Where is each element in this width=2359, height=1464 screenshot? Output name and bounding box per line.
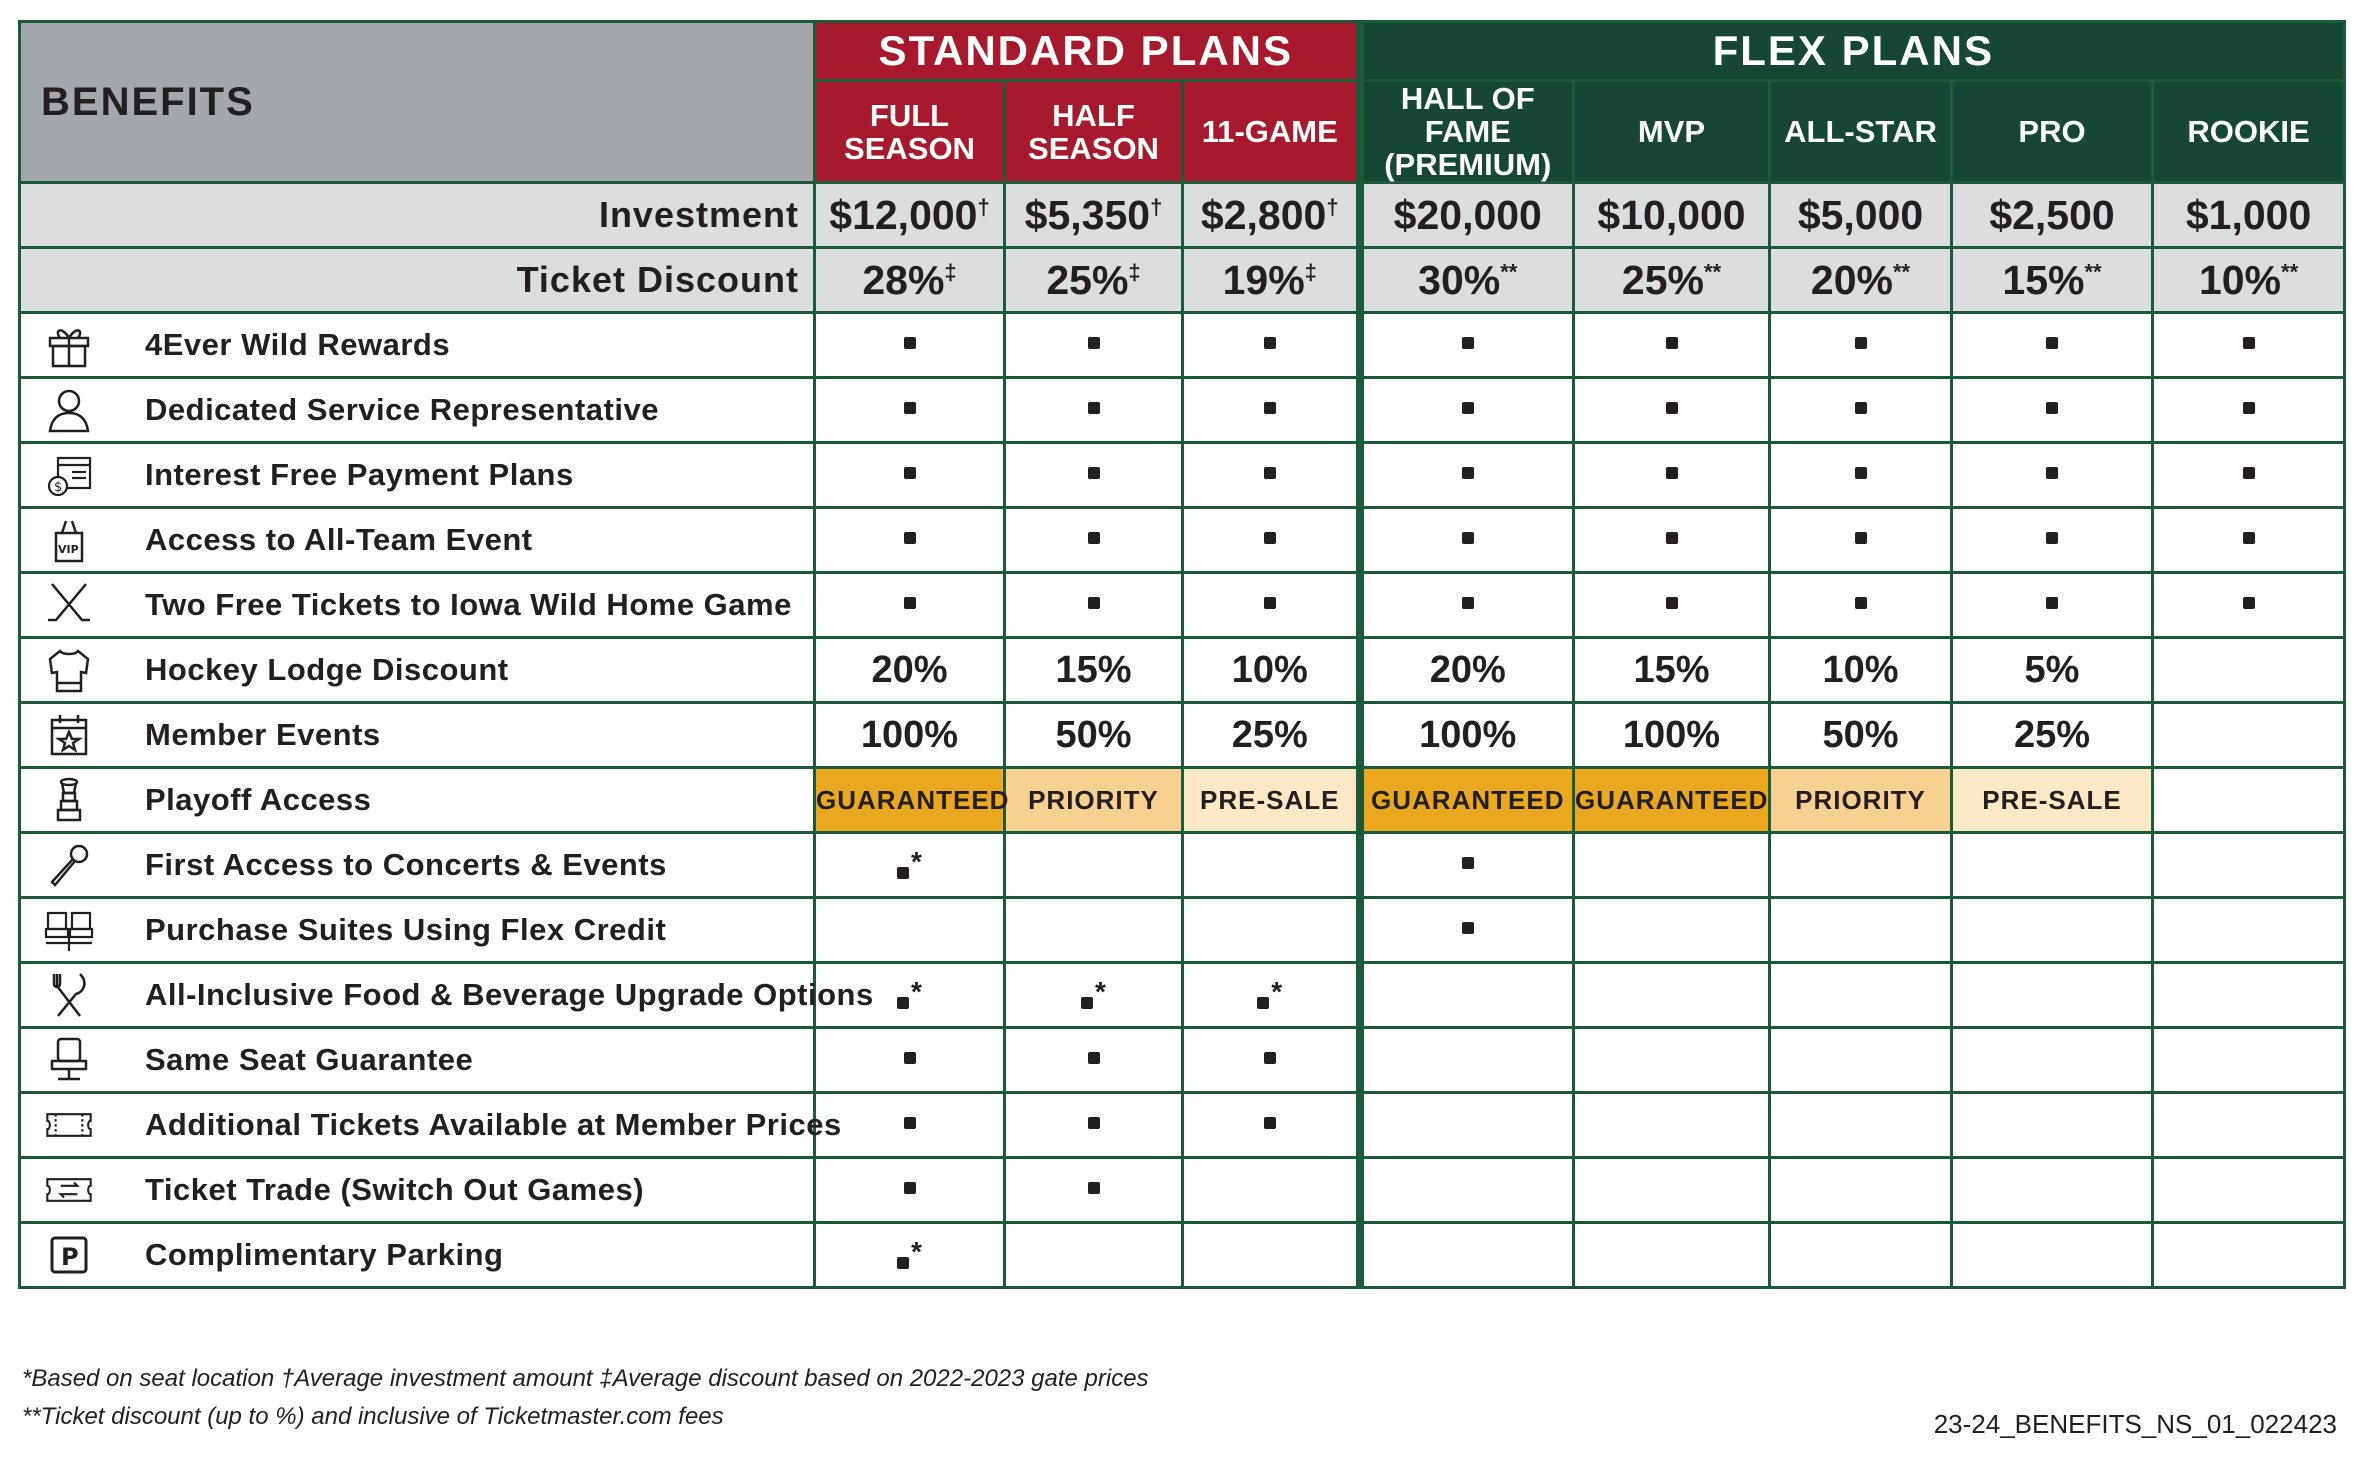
included-dot xyxy=(1462,467,1474,479)
benefit-cell-all-star: 50% xyxy=(1770,703,1952,768)
included-dot xyxy=(897,1257,909,1269)
benefit-row xyxy=(20,1158,2345,1223)
plan-header-mvp: MVP xyxy=(1574,81,1770,183)
benefit-cell-half-season xyxy=(1005,313,1183,378)
benefit-cell-mvp xyxy=(1574,508,1770,573)
plan-header-half-season: HALF SEASON xyxy=(1005,81,1183,183)
included-dot xyxy=(2243,337,2255,349)
plan-header-rookie: ROOKIE xyxy=(2153,81,2345,183)
footnote-star: * xyxy=(1095,976,1106,1007)
benefit-cell-full-season xyxy=(815,1028,1005,1093)
benefit-cell-pro xyxy=(1952,963,2153,1028)
benefit-cell-11-game xyxy=(1183,508,1360,573)
benefit-cell-half-season xyxy=(1005,1223,1183,1288)
jersey-icon xyxy=(39,645,99,695)
benefit-cell-half-season xyxy=(1005,898,1183,963)
benefit-label: Additional Tickets Available at Member Prices xyxy=(145,1107,842,1142)
ticket-discount-all-star: 20%** xyxy=(1770,248,1952,313)
included-dot xyxy=(1462,532,1474,544)
benefit-cell-11-game xyxy=(1183,1093,1360,1158)
included-dot xyxy=(1088,597,1100,609)
investment-hall-of-fame: $20,000 xyxy=(1360,183,1574,248)
benefit-cell-full-season xyxy=(815,833,1005,898)
benefit-cell-hall-of-fame xyxy=(1360,508,1574,573)
investment-all-star: $5,000 xyxy=(1770,183,1952,248)
included-dot xyxy=(1462,922,1474,934)
vip-pass-icon xyxy=(39,515,99,565)
benefit-cell-hall-of-fame xyxy=(1360,573,1574,638)
benefit-cell-mvp xyxy=(1574,1158,1770,1223)
included-dot xyxy=(1088,1182,1100,1194)
benefit-cell-hall-of-fame: 20% xyxy=(1360,638,1574,703)
included-dot xyxy=(904,337,916,349)
included-dot xyxy=(1088,467,1100,479)
suite-seats-icon xyxy=(39,905,99,955)
benefit-cell-pro xyxy=(1952,1158,2153,1223)
included-dot xyxy=(1264,1117,1276,1129)
ticket-discount-label: Ticket Discount xyxy=(20,248,815,313)
included-dot xyxy=(1666,337,1678,349)
ticket-discount-hall-of-fame: 30%** xyxy=(1360,248,1574,313)
benefit-cell-full-season xyxy=(815,1093,1005,1158)
benefit-cell-pro xyxy=(1952,313,2153,378)
benefit-row xyxy=(20,963,2345,1028)
benefit-cell-all-star xyxy=(1770,378,1952,443)
included-dot xyxy=(897,867,909,879)
benefit-cell-11-game xyxy=(1183,898,1360,963)
benefit-cell-half-season xyxy=(1005,573,1183,638)
benefit-cell-rookie xyxy=(2153,963,2345,1028)
benefit-cell-11-game xyxy=(1183,313,1360,378)
benefit-cell-rookie xyxy=(2153,1093,2345,1158)
included-dot xyxy=(2243,467,2255,479)
benefit-cell-pro xyxy=(1952,508,2153,573)
benefit-label-cell xyxy=(20,963,874,1028)
benefit-cell-hall-of-fame xyxy=(1360,1093,1574,1158)
benefit-cell-full-season xyxy=(815,378,1005,443)
footnote-star: * xyxy=(911,846,922,877)
benefit-cell-mvp xyxy=(1574,898,1770,963)
benefit-row xyxy=(20,768,2345,833)
benefit-cell-all-star xyxy=(1770,1223,1952,1288)
benefit-cell-11-game xyxy=(1183,378,1360,443)
benefit-label: Same Seat Guarantee xyxy=(145,1042,474,1077)
benefit-row xyxy=(20,573,2345,638)
benefit-cell-half-season xyxy=(1005,443,1183,508)
benefit-cell-pro xyxy=(1952,573,2153,638)
benefit-cell-11-game: 25% xyxy=(1183,703,1360,768)
plan-header-hall-of-fame: HALL OF FAME (PREMIUM) xyxy=(1360,81,1574,183)
included-dot xyxy=(1264,532,1276,544)
benefit-cell-hall-of-fame: GUARANTEED xyxy=(1360,768,1574,833)
benefit-cell-full-season xyxy=(815,443,1005,508)
included-dot xyxy=(1088,402,1100,414)
benefit-cell-half-season: PRIORITY xyxy=(1005,768,1183,833)
fork-knife-icon xyxy=(39,970,99,1020)
benefit-cell-full-season xyxy=(815,1223,1005,1288)
benefit-row xyxy=(20,313,2345,378)
footnote-star: * xyxy=(911,1236,922,1267)
benefit-cell-rookie xyxy=(2153,1158,2345,1223)
ticket-swap-icon xyxy=(39,1165,99,1215)
included-dot xyxy=(2046,532,2058,544)
hockey-sticks-icon xyxy=(39,580,99,630)
ticket-discount-half-season: 25%‡ xyxy=(1005,248,1183,313)
benefit-cell-rookie xyxy=(2153,573,2345,638)
benefit-cell-all-star xyxy=(1770,443,1952,508)
benefit-cell-rookie xyxy=(2153,833,2345,898)
benefit-label-cell xyxy=(20,833,815,898)
included-dot xyxy=(2243,532,2255,544)
benefit-cell-half-season xyxy=(1005,1158,1183,1223)
plan-header-full-season: FULL SEASON xyxy=(815,81,1005,183)
included-dot xyxy=(2046,467,2058,479)
benefit-cell-rookie xyxy=(2153,1028,2345,1093)
gift-icon xyxy=(39,320,99,370)
benefit-cell-all-star xyxy=(1770,1093,1952,1158)
standard-plans-header: STANDARD PLANS xyxy=(815,22,1360,81)
included-dot xyxy=(904,467,916,479)
benefit-cell-all-star xyxy=(1770,1158,1952,1223)
benefit-cell-half-season xyxy=(1005,1028,1183,1093)
benefit-cell-all-star: PRIORITY xyxy=(1770,768,1952,833)
benefit-cell-mvp xyxy=(1574,1093,1770,1158)
benefit-label: Interest Free Payment Plans xyxy=(145,457,574,492)
benefit-cell-mvp xyxy=(1574,573,1770,638)
included-dot xyxy=(1462,857,1474,869)
included-dot xyxy=(1264,1052,1276,1064)
benefit-cell-11-game: 10% xyxy=(1183,638,1360,703)
benefit-cell-hall-of-fame xyxy=(1360,898,1574,963)
benefit-cell-pro: PRE-SALE xyxy=(1952,768,2153,833)
included-dot xyxy=(1855,337,1867,349)
benefit-label-cell xyxy=(20,443,815,508)
ticket-icon xyxy=(39,1100,99,1150)
included-dot xyxy=(2243,402,2255,414)
benefit-cell-hall-of-fame xyxy=(1360,1158,1574,1223)
included-dot xyxy=(2046,402,2058,414)
benefit-cell-full-season: 100% xyxy=(815,703,1005,768)
benefit-cell-half-season xyxy=(1005,1093,1183,1158)
benefit-label-cell xyxy=(20,1093,842,1158)
investment-rookie: $1,000 xyxy=(2153,183,2345,248)
benefit-cell-mvp: 15% xyxy=(1574,638,1770,703)
benefit-cell-full-season: 20% xyxy=(815,638,1005,703)
included-dot xyxy=(1666,402,1678,414)
benefit-cell-11-game xyxy=(1183,1028,1360,1093)
benefit-cell-hall-of-fame xyxy=(1360,963,1574,1028)
svg-text:$: $ xyxy=(54,480,63,495)
benefit-cell-pro xyxy=(1952,1028,2153,1093)
benefit-label-cell xyxy=(20,313,815,378)
benefit-row xyxy=(20,703,2345,768)
svg-text:VIP: VIP xyxy=(58,543,79,556)
benefit-cell-full-season xyxy=(815,508,1005,573)
benefit-row xyxy=(20,378,2345,443)
benefit-row xyxy=(20,1223,2345,1288)
benefit-cell-hall-of-fame: 100% xyxy=(1360,703,1574,768)
benefit-cell-half-season xyxy=(1005,508,1183,573)
benefit-label-cell xyxy=(20,508,815,573)
benefit-label-cell xyxy=(20,573,815,638)
included-dot xyxy=(1462,337,1474,349)
benefit-cell-half-season: 15% xyxy=(1005,638,1183,703)
benefit-cell-full-season xyxy=(815,313,1005,378)
benefit-cell-hall-of-fame xyxy=(1360,313,1574,378)
benefit-row xyxy=(20,1093,2345,1158)
included-dot xyxy=(904,1117,916,1129)
benefit-label-cell xyxy=(20,768,815,833)
benefit-cell-11-game: PRE-SALE xyxy=(1183,768,1360,833)
included-dot xyxy=(1088,337,1100,349)
ticket-discount-full-season: 28%‡ xyxy=(815,248,1005,313)
benefit-cell-full-season xyxy=(815,1158,1005,1223)
included-dot xyxy=(2046,337,2058,349)
benefit-label: Ticket Trade (Switch Out Games) xyxy=(145,1172,645,1207)
svg-text:P: P xyxy=(61,1243,79,1271)
benefit-row xyxy=(20,898,2345,963)
benefit-cell-11-game xyxy=(1183,443,1360,508)
benefit-cell-rookie xyxy=(2153,378,2345,443)
benefit-cell-mvp xyxy=(1574,378,1770,443)
included-dot xyxy=(1081,997,1093,1009)
benefit-label-cell xyxy=(20,378,815,443)
included-dot xyxy=(1855,532,1867,544)
included-dot xyxy=(1666,597,1678,609)
benefit-cell-11-game xyxy=(1183,1223,1360,1288)
included-dot xyxy=(1855,597,1867,609)
benefit-cell-all-star xyxy=(1770,833,1952,898)
flex-plans-header: FLEX PLANS xyxy=(1360,22,2345,81)
included-dot xyxy=(904,597,916,609)
benefit-cell-mvp xyxy=(1574,963,1770,1028)
benefit-cell-hall-of-fame xyxy=(1360,833,1574,898)
benefit-cell-rookie xyxy=(2153,443,2345,508)
benefit-cell-all-star xyxy=(1770,508,1952,573)
benefit-label: All-Inclusive Food & Beverage Upgrade Options xyxy=(145,977,874,1012)
benefit-row xyxy=(20,443,2345,508)
benefit-cell-pro: 25% xyxy=(1952,703,2153,768)
benefit-cell-mvp xyxy=(1574,313,1770,378)
included-dot xyxy=(1088,1117,1100,1129)
benefit-row xyxy=(20,638,2345,703)
benefit-cell-half-season xyxy=(1005,963,1183,1028)
benefit-label: Member Events xyxy=(145,717,381,752)
benefit-cell-pro xyxy=(1952,378,2153,443)
included-dot xyxy=(2046,597,2058,609)
benefit-cell-11-game xyxy=(1183,1158,1360,1223)
footnote-line-2: **Ticket discount (up to %) and inclusive of Ticketmaster.com fees xyxy=(22,1403,724,1430)
benefit-label: Access to All-Team Event xyxy=(145,522,533,557)
benefit-cell-mvp: 100% xyxy=(1574,703,1770,768)
included-dot xyxy=(1855,402,1867,414)
investment-11-game: $2,800† xyxy=(1183,183,1360,248)
benefit-label-cell xyxy=(20,1223,815,1288)
benefit-cell-pro xyxy=(1952,833,2153,898)
footnotes xyxy=(22,1360,1149,1436)
benefit-cell-rookie xyxy=(2153,898,2345,963)
benefit-label: Playoff Access xyxy=(145,782,372,817)
benefit-label: 4Ever Wild Rewards xyxy=(145,327,451,362)
benefit-cell-all-star: 10% xyxy=(1770,638,1952,703)
benefit-cell-rookie xyxy=(2153,638,2345,703)
benefit-label: Dedicated Service Representative xyxy=(145,392,659,427)
benefit-cell-rookie xyxy=(2153,313,2345,378)
benefit-label-cell xyxy=(20,1158,815,1223)
benefit-label: Complimentary Parking xyxy=(145,1237,504,1272)
benefit-cell-full-season: GUARANTEED xyxy=(815,768,1005,833)
footnote-star: * xyxy=(1271,976,1283,1007)
included-dot xyxy=(1855,467,1867,479)
included-dot xyxy=(1264,402,1276,414)
benefit-cell-all-star xyxy=(1770,898,1952,963)
benefit-label: First Access to Concerts & Events xyxy=(145,847,667,882)
footnote-line-1: *Based on seat location †Average investment amount ‡Average discount based on 2022-2023 gate prices xyxy=(22,1365,1149,1392)
benefit-label-cell xyxy=(20,1028,815,1093)
investment-row xyxy=(20,183,2345,248)
benefit-cell-rookie xyxy=(2153,768,2345,833)
ticket-discount-11-game: 19%‡ xyxy=(1183,248,1360,313)
included-dot xyxy=(1666,467,1678,479)
benefit-cell-pro xyxy=(1952,443,2153,508)
microphone-icon xyxy=(39,840,99,890)
benefit-cell-mvp xyxy=(1574,1028,1770,1093)
ticket-discount-pro: 15%** xyxy=(1952,248,2153,313)
plan-header-11-game: 11-GAME xyxy=(1183,81,1360,183)
benefit-label: Two Free Tickets to Iowa Wild Home Game xyxy=(145,587,792,622)
investment-mvp: $10,000 xyxy=(1574,183,1770,248)
benefit-cell-all-star xyxy=(1770,963,1952,1028)
included-dot xyxy=(1462,402,1474,414)
benefit-cell-pro: 5% xyxy=(1952,638,2153,703)
benefit-cell-11-game xyxy=(1183,963,1360,1028)
benefit-cell-mvp xyxy=(1574,833,1770,898)
investment-pro: $2,500 xyxy=(1952,183,2153,248)
ticket-discount-rookie: 10%** xyxy=(2153,248,2345,313)
benefit-cell-all-star xyxy=(1770,573,1952,638)
benefit-cell-rookie xyxy=(2153,703,2345,768)
investment-label: Investment xyxy=(20,183,815,248)
included-dot xyxy=(1264,337,1276,349)
benefit-cell-hall-of-fame xyxy=(1360,1028,1574,1093)
benefit-row xyxy=(20,833,2345,898)
benefit-cell-hall-of-fame xyxy=(1360,1223,1574,1288)
person-icon xyxy=(39,385,99,435)
included-dot xyxy=(1088,532,1100,544)
included-dot xyxy=(904,1052,916,1064)
benefit-cell-hall-of-fame xyxy=(1360,378,1574,443)
benefit-cell-mvp xyxy=(1574,1223,1770,1288)
included-dot xyxy=(904,402,916,414)
plan-header-pro: PRO xyxy=(1952,81,2153,183)
included-dot xyxy=(1462,597,1474,609)
included-dot xyxy=(2243,597,2255,609)
benefit-cell-all-star xyxy=(1770,313,1952,378)
footnote-star: * xyxy=(911,976,922,1007)
benefit-cell-pro xyxy=(1952,1223,2153,1288)
benefits-table-wrapper xyxy=(18,20,2343,1289)
benefit-cell-half-season xyxy=(1005,833,1183,898)
benefit-cell-rookie xyxy=(2153,508,2345,573)
benefit-label: Purchase Suites Using Flex Credit xyxy=(145,912,667,947)
benefit-row xyxy=(20,508,2345,573)
benefit-cell-mvp: GUARANTEED xyxy=(1574,768,1770,833)
included-dot xyxy=(1257,997,1269,1009)
benefits-table xyxy=(18,20,2346,1289)
ticket-discount-mvp: 25%** xyxy=(1574,248,1770,313)
benefit-label-cell xyxy=(20,898,815,963)
star-calendar-icon xyxy=(39,710,99,760)
investment-full-season: $12,000† xyxy=(815,183,1005,248)
trophy-icon xyxy=(39,775,99,825)
included-dot xyxy=(1264,597,1276,609)
seat-icon xyxy=(39,1035,99,1085)
benefit-cell-hall-of-fame xyxy=(1360,443,1574,508)
benefit-cell-all-star xyxy=(1770,1028,1952,1093)
benefit-cell-full-season xyxy=(815,573,1005,638)
included-dot xyxy=(897,997,909,1009)
included-dot xyxy=(1088,1052,1100,1064)
benefits-header: BENEFITS xyxy=(20,22,815,183)
included-dot xyxy=(1264,467,1276,479)
benefit-cell-mvp xyxy=(1574,443,1770,508)
included-dot xyxy=(904,1182,916,1194)
benefit-cell-pro xyxy=(1952,1093,2153,1158)
benefit-cell-11-game xyxy=(1183,573,1360,638)
benefit-cell-full-season xyxy=(815,898,1005,963)
included-dot xyxy=(1666,532,1678,544)
parking-icon xyxy=(39,1230,99,1280)
benefit-cell-pro xyxy=(1952,898,2153,963)
benefit-label-cell xyxy=(20,638,815,703)
investment-half-season: $5,350† xyxy=(1005,183,1183,248)
document-code: 23-24_BENEFITS_NS_01_022423 xyxy=(1933,1409,2337,1439)
benefit-cell-11-game xyxy=(1183,833,1360,898)
benefit-cell-half-season xyxy=(1005,378,1183,443)
ticket-discount-row xyxy=(20,248,2345,313)
included-dot xyxy=(904,532,916,544)
benefit-cell-half-season: 50% xyxy=(1005,703,1183,768)
benefit-row xyxy=(20,1028,2345,1093)
plan-header-all-star: ALL-STAR xyxy=(1770,81,1952,183)
benefit-label-cell xyxy=(20,703,815,768)
benefit-label: Hockey Lodge Discount xyxy=(145,652,509,687)
benefit-cell-rookie xyxy=(2153,1223,2345,1288)
payment-calendar-icon xyxy=(39,450,99,500)
